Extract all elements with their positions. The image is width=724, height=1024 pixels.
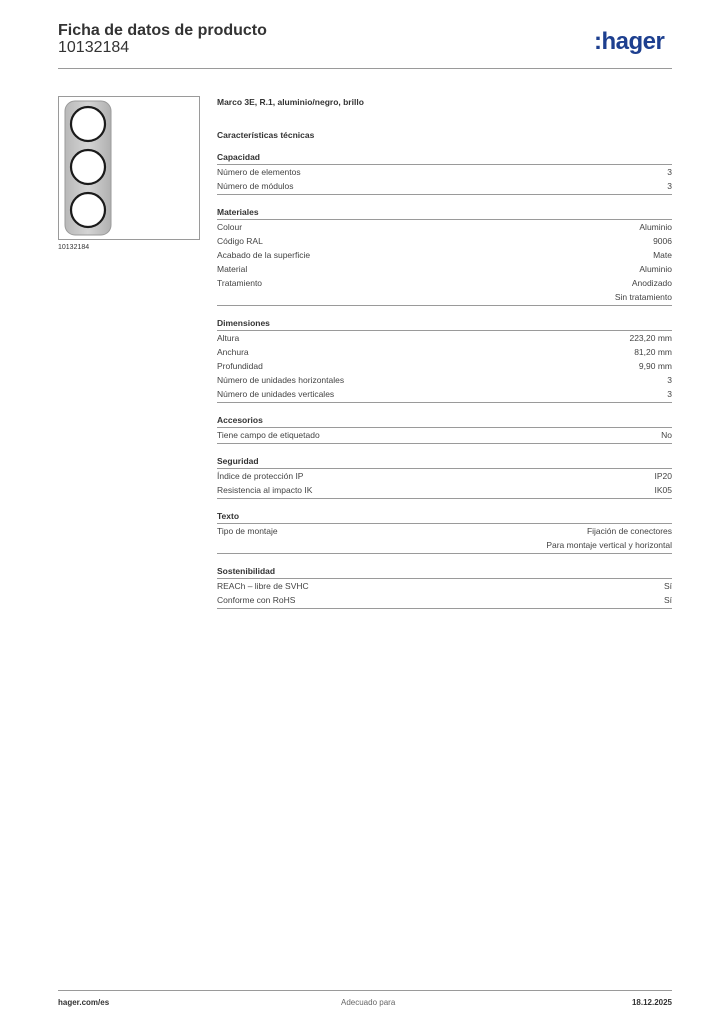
- spec-row: [217, 276, 672, 304]
- spec-value-line: 3: [667, 181, 672, 191]
- spec-row: [217, 593, 672, 607]
- spec-value: [653, 248, 672, 262]
- spec-row: [217, 345, 672, 359]
- spec-label: Colour: [217, 222, 243, 232]
- spec-value-line: 9006: [653, 236, 672, 246]
- spec-label: Número de módulos: [217, 181, 294, 191]
- spec-row: [217, 579, 672, 593]
- spec-section: [217, 565, 672, 609]
- section-divider: [217, 443, 672, 444]
- spec-value-line: 9,90 mm: [638, 361, 672, 371]
- spec-content: [217, 96, 672, 620]
- spec-value: [615, 276, 672, 304]
- frame-opening-3: [71, 193, 105, 227]
- spec-value: [655, 469, 673, 483]
- spec-label: Profundidad: [217, 361, 263, 371]
- spec-label: Tratamiento: [217, 278, 263, 288]
- section-divider: [217, 608, 672, 609]
- document-title: Ficha de datos de producto: [58, 22, 267, 39]
- spec-label: Altura: [217, 333, 240, 343]
- hager-logo: :hager: [594, 28, 665, 55]
- section-divider: [217, 553, 672, 554]
- image-caption: 10132184: [58, 244, 90, 251]
- spec-section: [217, 317, 672, 403]
- spec-sections: [217, 151, 672, 609]
- spec-row: [217, 331, 672, 345]
- spec-value: [667, 387, 672, 401]
- spec-label: Acabado de la superficie: [217, 250, 311, 260]
- spec-section: [217, 151, 672, 195]
- spec-value: [653, 234, 672, 248]
- spec-value-line: Para montaje vertical y horizontal: [546, 540, 672, 550]
- spec-value-line: No: [661, 430, 672, 440]
- section-heading: Accesorios: [217, 414, 672, 428]
- spec-value-line: Sí: [663, 595, 672, 605]
- section-divider: [217, 498, 672, 499]
- spec-section: [217, 510, 672, 554]
- section-heading: Texto: [217, 510, 672, 524]
- footer-divider: [58, 990, 672, 991]
- spec-row: [217, 428, 672, 442]
- spec-row: [217, 387, 672, 401]
- section-divider: [217, 194, 672, 195]
- tech-characteristics-heading: Características técnicas: [217, 130, 315, 140]
- frame-opening-2: [71, 150, 105, 184]
- spec-value: [639, 359, 672, 373]
- spec-row: [217, 220, 672, 234]
- spec-row: [217, 359, 672, 373]
- section-heading: Dimensiones: [217, 317, 672, 331]
- spec-value-line: 3: [667, 375, 672, 385]
- spec-value-line: Aluminio: [639, 222, 672, 232]
- spec-label: Conforme con RoHS: [217, 595, 296, 605]
- spec-value-line: Sin tratamiento: [614, 292, 672, 302]
- spec-row: [217, 248, 672, 262]
- spec-value-line: IP20: [654, 471, 672, 481]
- spec-row: [217, 373, 672, 387]
- spec-value: [634, 345, 672, 359]
- spec-label: Resistencia al impacto IK: [217, 485, 313, 495]
- spec-value-line: Anodizado: [631, 278, 672, 288]
- spec-row: [217, 165, 672, 179]
- spec-label: REACh – libre de SVHC: [217, 581, 309, 591]
- section-divider: [217, 402, 672, 403]
- document-article-number: 10132184: [58, 39, 130, 56]
- spec-label: Índice de protección IP: [217, 471, 304, 481]
- spec-row: [217, 179, 672, 193]
- spec-label: Tipo de montaje: [217, 526, 278, 536]
- spec-value: [664, 593, 672, 607]
- section-heading: Capacidad: [217, 151, 672, 165]
- product-frame-illustration: [59, 97, 199, 239]
- section-divider: [217, 305, 672, 306]
- spec-label: Número de unidades verticales: [217, 389, 335, 399]
- spec-value: [667, 179, 672, 193]
- spec-label: Anchura: [217, 347, 249, 357]
- spec-row: [217, 524, 672, 552]
- spec-value-line: 81,20 mm: [634, 347, 672, 357]
- spec-value: [655, 483, 673, 497]
- product-name: Marco 3E, R.1, aluminio/negro, brillo: [217, 97, 364, 107]
- section-heading: Seguridad: [217, 455, 672, 469]
- spec-value: [629, 331, 672, 345]
- spec-row: [217, 234, 672, 248]
- spec-value-line: Aluminio: [639, 264, 672, 274]
- spec-value-line: Mate: [653, 250, 672, 260]
- spec-value-line: 223,20 mm: [629, 333, 672, 343]
- spec-value-line: Sí: [663, 581, 672, 591]
- header-divider: [58, 68, 672, 69]
- spec-label: Material: [217, 264, 248, 274]
- frame-opening-1: [71, 107, 105, 141]
- spec-value: [667, 373, 672, 387]
- spec-value: [639, 262, 672, 276]
- spec-value: [661, 428, 672, 442]
- section-heading: Materiales: [217, 206, 672, 220]
- spec-value: [639, 220, 672, 234]
- spec-value-line: Fijación de conectores: [586, 526, 672, 536]
- spec-label: Número de unidades horizontales: [217, 375, 345, 385]
- footer-date: 18.12.2025: [631, 998, 672, 1007]
- spec-row: [217, 483, 672, 497]
- section-heading: Sostenibilidad: [217, 565, 672, 579]
- spec-value-line: IK05: [654, 485, 672, 495]
- product-image: [58, 96, 200, 240]
- spec-section: [217, 414, 672, 444]
- spec-section: [217, 206, 672, 306]
- spec-label: Número de elementos: [217, 167, 301, 177]
- spec-value-line: 3: [667, 389, 672, 399]
- spec-section: [217, 455, 672, 499]
- spec-row: [217, 469, 672, 483]
- spec-value: [667, 165, 672, 179]
- footer-suitable-for: Adecuado para: [341, 998, 396, 1007]
- footer-website: hager.com/es: [58, 998, 110, 1007]
- spec-value: [546, 524, 672, 552]
- spec-label: Tiene campo de etiquetado: [217, 430, 320, 440]
- spec-value: [664, 579, 672, 593]
- spec-label: Código RAL: [217, 236, 263, 246]
- spec-value-line: 3: [667, 167, 672, 177]
- spec-row: [217, 262, 672, 276]
